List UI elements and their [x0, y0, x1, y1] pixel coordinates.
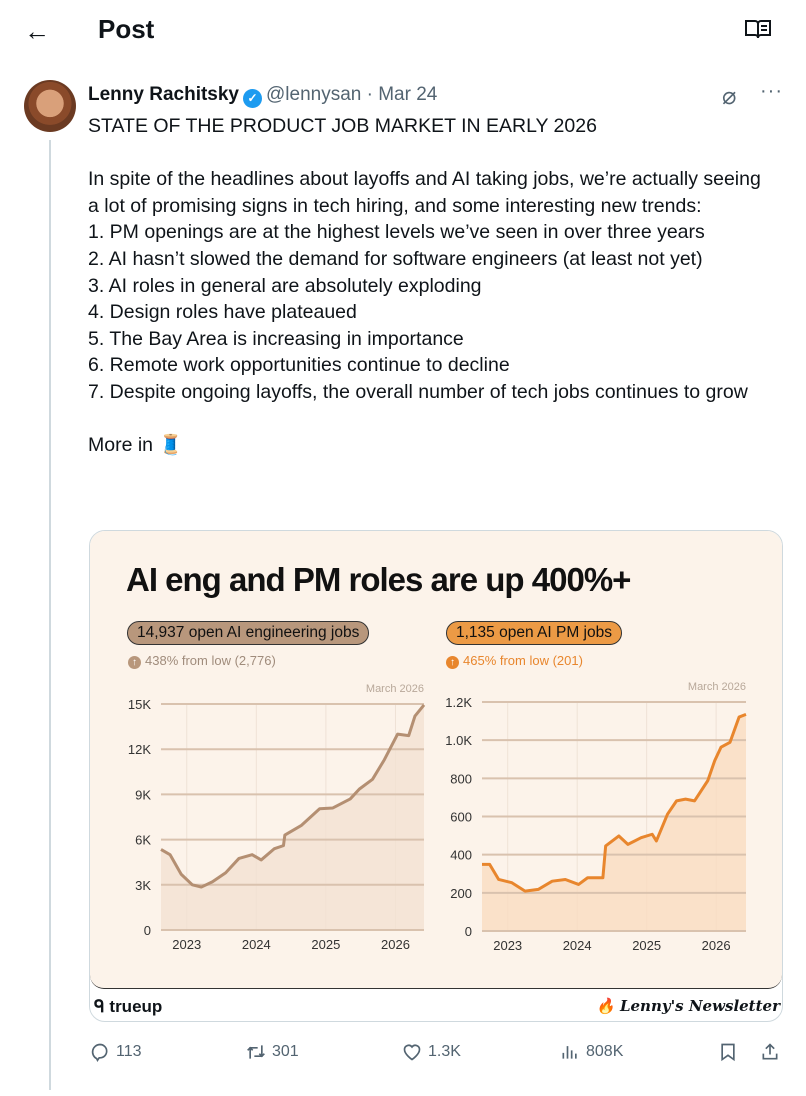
bookmark-button[interactable] — [718, 1042, 738, 1062]
repost-icon — [246, 1042, 266, 1062]
avatar[interactable] — [24, 80, 76, 132]
x-tick-label: 2026 — [381, 937, 410, 952]
y-tick-label: 9K — [135, 787, 151, 803]
verified-icon: ✓ — [243, 89, 262, 108]
y-tick-label: 0 — [464, 924, 472, 939]
series-area — [161, 705, 424, 930]
ai-eng-jobs-pill: 14,937 open AI engineering jobs — [127, 621, 369, 645]
x-tick-label: 2025 — [311, 937, 341, 952]
share-icon — [760, 1042, 780, 1062]
more-options-icon[interactable]: ··· — [760, 80, 783, 102]
charts — [90, 531, 782, 989]
y-tick-label: 3K — [135, 877, 151, 893]
y-tick-label: 1.0K — [445, 733, 472, 749]
date-label: March 2026 — [687, 681, 746, 693]
post-text: STATE OF THE PRODUCT JOB MARKET IN EARLY 2026 In spite of the headlines about layoffs and AI taking jobs, we’re actually seeing a lot of promising signs in tech hiring, and some interesting new trends: 1. PM openings are at the highest levels we’ve seen in over three years 2. AI hasn’t slowed the demand for software engineers (at least not yet) 3. AI roles in general are absolutely exploding 4. Design roles have plateaued 5. The Bay Area is increasing in importance 6. Remote work opportunities continue to decline 7. Despite ongoing layoffs, the overall number of tech jobs continues to grow More in 🧵 — [88, 115, 761, 457]
y-tick-label: 200 — [450, 885, 472, 901]
ai-pm-jobs-pill: 1,135 open AI PM jobs — [446, 621, 622, 645]
author-row — [88, 84, 437, 108]
y-tick-label: 400 — [450, 847, 472, 863]
x-tick-label: 2026 — [701, 938, 731, 953]
image-title: AI eng and PM roles are up 400%+ — [126, 561, 631, 598]
heart-icon — [402, 1042, 422, 1062]
author-handle[interactable]: @lennysan — [266, 84, 362, 105]
x-tick-label: 2025 — [632, 938, 662, 953]
y-tick-label: 800 — [450, 771, 472, 787]
x-tick-label: 2024 — [562, 938, 592, 953]
reply-button[interactable]: 113 — [90, 1042, 142, 1062]
like-button[interactable]: 1.3K — [402, 1042, 461, 1062]
x-tick-label: 2023 — [172, 937, 202, 952]
thread-line — [49, 140, 51, 1090]
y-tick-label: 1.2K — [445, 695, 472, 710]
grok-icon[interactable]: ⌀ — [722, 83, 737, 110]
views-icon — [560, 1042, 580, 1062]
arrow-up-icon: ↑ — [446, 656, 459, 669]
trueup-logo: ᑫ trueup — [94, 997, 163, 1016]
y-tick-label: 0 — [143, 923, 151, 938]
y-tick-label: 600 — [450, 809, 472, 825]
y-tick-label: 15K — [127, 697, 151, 712]
views-button[interactable]: 808K — [560, 1042, 623, 1062]
post-image[interactable] — [89, 530, 783, 1022]
lennys-newsletter-logo: 🔥 Lenny's Newsletter — [596, 997, 780, 1015]
bookmark-icon — [718, 1042, 738, 1062]
author-name[interactable]: Lenny Rachitsky — [88, 84, 239, 105]
x-tick-label: 2024 — [241, 937, 271, 952]
reply-icon — [90, 1042, 110, 1062]
back-button[interactable]: ← — [24, 16, 50, 46]
x-tick-label: 2023 — [493, 938, 523, 953]
repost-button[interactable]: 301 — [246, 1042, 299, 1062]
arrow-up-icon: ↑ — [128, 656, 141, 669]
series-area — [482, 714, 746, 931]
ai-eng-change: 438% from low (2,776) — [145, 653, 276, 668]
share-button[interactable] — [760, 1042, 780, 1062]
y-tick-label: 6K — [135, 832, 151, 848]
post-date[interactable]: · Mar 24 — [366, 84, 438, 105]
page-title: Post — [98, 14, 155, 44]
ai-pm-change: 465% from low (201) — [463, 653, 583, 668]
y-tick-label: 12K — [127, 742, 151, 758]
date-label: March 2026 — [365, 683, 424, 695]
reader-mode-icon[interactable] — [744, 18, 772, 40]
